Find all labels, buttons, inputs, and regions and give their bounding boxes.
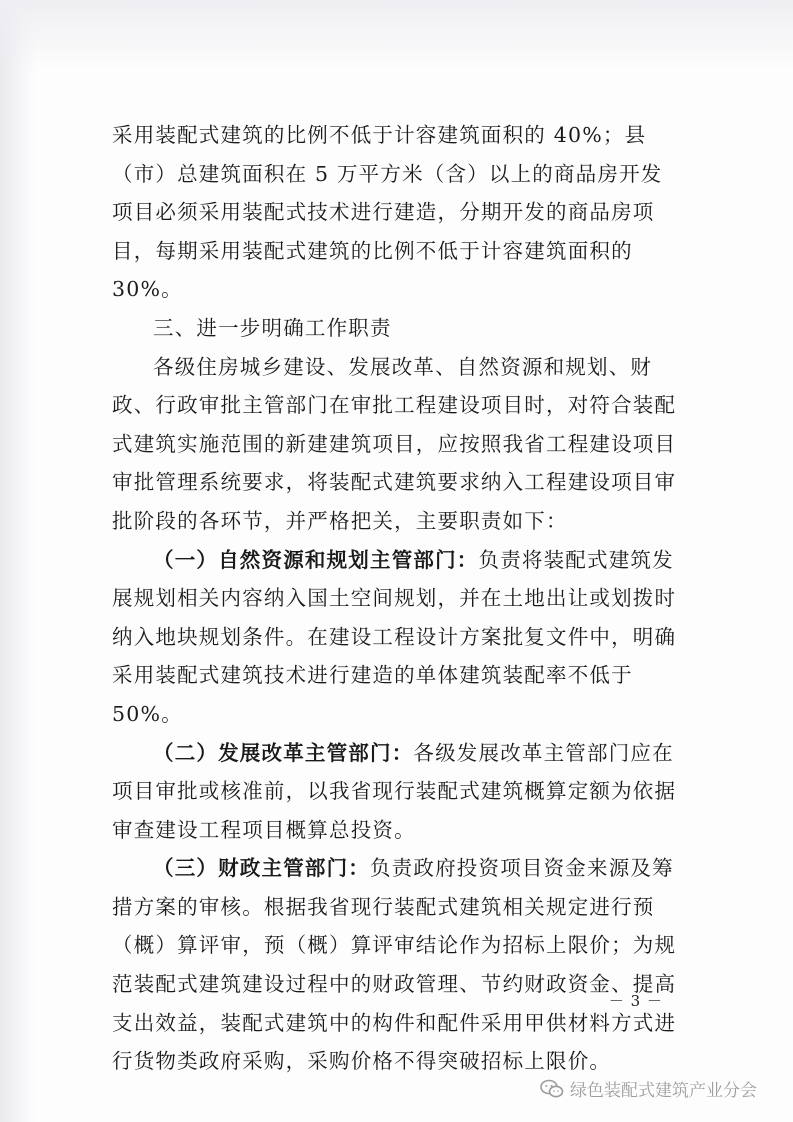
item-heading: （二）发展改革主管部门： [153,740,414,765]
item-text: 负责政府投资项目资金来源及筹措方案的审核。根据我省现行装配式建筑相关规定进行预（概）算评审，预（概）算评审结论作为招标上限价；为规范装配式建筑建设过程中的财政管理、节约财政资金、提高支出效益，装配式建筑中的构件和配件采用甲供材料方式进行货物类政府采购，采购价格不得突破招标上限价。 [112,856,677,1074]
wechat-icon [540,1079,564,1099]
scan-top-shade [0,0,793,70]
watermark-text: 绿色装配式建筑产业分会 [570,1081,757,1101]
item-finance [112,849,682,1081]
item-text: 各级发展改革主管部门应在项目审批或核准前，以我省现行装配式建筑概算定额为依据审查建设工程项目概算总投资。 [112,740,677,842]
scan-shadow [0,0,36,1122]
watermark [540,1076,757,1101]
item-text: 负责将装配式建筑发展规划相关内容纳入国土空间规划，并在土地出让或划拨时纳入地块规划条件。在建设工程设计方案批复文件中，明确采用装配式建筑技术进行建造的单体建筑装配率不低于 50%。 [112,547,677,726]
item-heading: （三）财政主管部门： [153,856,370,881]
item-development-reform [112,734,682,850]
paragraph-intro: 各级住房城乡建设、发展改革、自然资源和规划、财政、行政审批主管部门在审批工程建设项目时，对符合装配式建筑实施范围的新建建筑项目，应按照我省工程建设项目审批管理系统要求，将装配式建筑要求纳入工程建设项目审批阶段的各环节，并严格把关，主要职责如下： [112,354,677,533]
item-natural-resources [112,541,682,734]
item-heading: （一）自然资源和规划主管部门： [153,547,479,572]
document-body [112,116,682,1081]
section-heading: 三、进一步明确工作职责 [153,315,392,340]
page-number: － 3 － [608,992,663,1010]
paragraph-continued: 采用装配式建筑的比例不低于计容建筑面积的 40%；县（市）总建筑面积在 5 万平方米（含）以上的商品房开发项目必须采用装配式技术进行建造，分期开发的商品房项目，每期采用装配式建筑的比例不低于计容建筑面积的 30%。 [112,123,663,302]
